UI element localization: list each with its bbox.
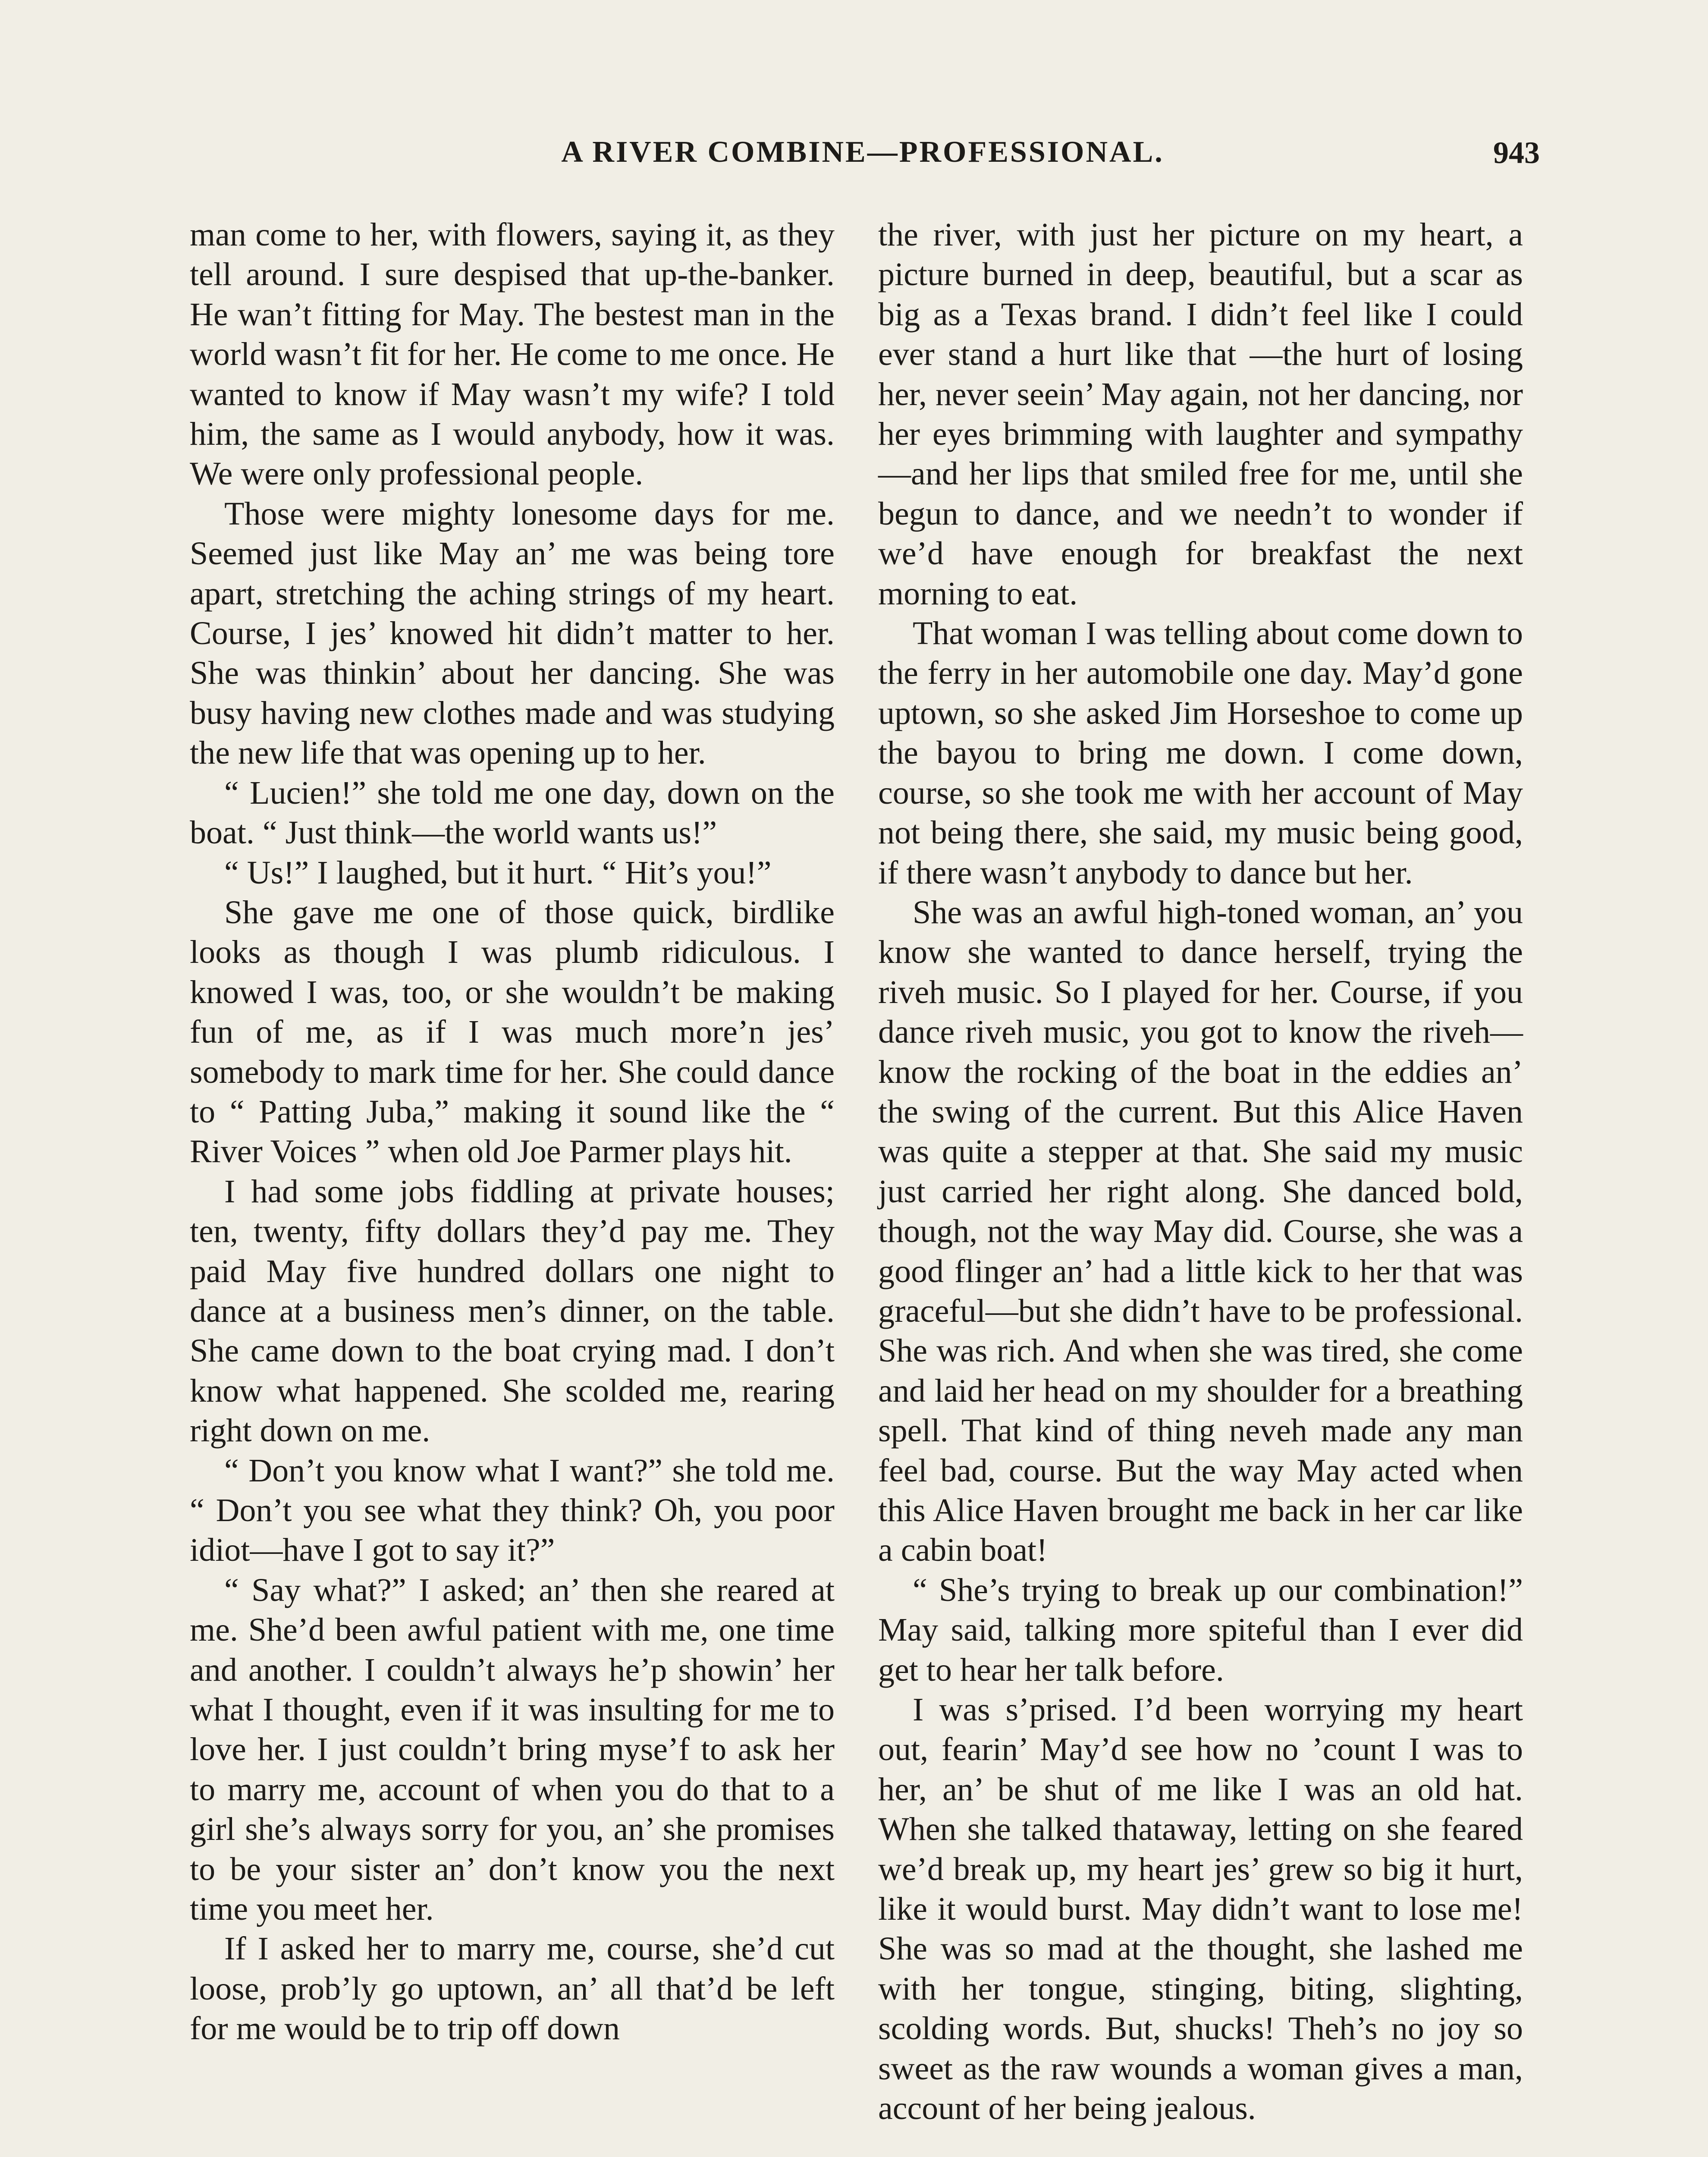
paragraph: the river, with just her picture on my heart, a picture burned in deep, beautiful, but a scar as big as a Texas brand. I didn’t feel like I could ever stand a hurt like that —the hurt of losing her, never seein’ May again, not her dancing, nor her eyes brimming with laughter and sympathy—and her lips that smiled free for me, until she begun to dance, and we needn’t to wonder if we’d have enough for breakfast the next morning to eat. xyxy=(878,217,1523,612)
paragraph: man come to her, with flowers, saying it, as they tell around. I sure despised that up-the-banker. He wan’t fitting for May. The bestest man in the world wasn’t fit for her. He come to me once. He wanted to know if May wasn’t my wife? I told him, the same as I would anybody, how it was. We were only professional people. xyxy=(190,217,835,492)
paragraph: That woman I was telling about come down to the ferry in her automobile one day. May’d gone uptown, so she asked Jim Horseshoe to come up the bayou to bring me down. I come down, course, so she took me with her account of May not being there, she said, my music being good, if there wasn’t anybody to dance but her. xyxy=(878,615,1523,891)
paragraph: I was s’prised. I’d been worrying my heart out, fearin’ May’d see how no ’count I was to her, an’ be shut of me like I was an old hat. When she talked thataway, letting on she feared we’d break up, my heart jes’ grew so big it hurt, like it would burst. May didn’t want to lose me! She was so mad at the thought, she lashed me with her tongue, stinging, biting, slighting, scolding words. But, shucks! Theh’s no joy so sweet as the raw wounds a woman gives a man, account of her being jealous. xyxy=(878,1692,1523,2127)
left-column xyxy=(190,215,835,2049)
right-column xyxy=(878,215,1523,2129)
paragraph: She gave me one of those quick, birdlike looks as though I was plumb ridiculous. I knowed I was, too, or she wouldn’t be making fun of me, as if I was much more’n jes’ somebody to mark time for her. She could dance to “ Patting Juba,” making it sound like the “ River Voices ” when old Joe Parmer plays hit. xyxy=(190,894,835,1170)
paragraph: If I asked her to marry me, course, she’d cut loose, prob’ly go uptown, an’ all that’d be left for me would be to trip off down xyxy=(190,1931,835,2047)
paragraph: She was an awful high-toned woman, an’ you know she wanted to dance herself, trying the riveh music. So I played for her. Course, if you dance riveh music, you got to know the riveh—know the rocking of the boat in the eddies an’ the swing of the current. But this Alice Haven was quite a stepper at that. She said my music just carried her right along. She danced bold, though, not the way May did. Course, she was a good flinger an’ had a little kick to her that was graceful—but she didn’t have to be professional. She was rich. And when she was tired, she come and laid her head on my shoulder for a breathing spell. That kind of thing neveh made any man feel bad, course. But the way May acted when this Alice Haven brought me back in her car like a cabin boat! xyxy=(878,894,1523,1569)
paragraph: Those were mighty lonesome days for me. Seemed just like May an’ me was being tore apart, stretching the aching strings of my heart. Course, I jes’ knowed hit didn’t matter to her. She was thinkin’ about her dancing. She was busy having new clothes made and was studying the new life that was opening up to her. xyxy=(190,495,835,771)
paragraph: “ Us!” I laughed, but it hurt. “ Hit’s you!” xyxy=(224,854,772,891)
page-number: 943 xyxy=(1493,135,1540,170)
paragraph: “ Say what?” I asked; an’ then she reared at me. She’d been awful patient with me, one time and another. I couldn’t always he’p showin’ her what I thought, even if it was insulting for me to love her. I just couldn’t bring myse’f to ask her to marry me, account of when you do that to a girl she’s always sorry for you, an’ she promises to be your sister an’ don’t know you the next time you meet her. xyxy=(190,1572,835,1927)
paragraph: “ Lucien!” she told me one day, down on the boat. “ Just think—the world wants us!” xyxy=(190,774,835,851)
paragraph: “ Don’t you know what I want?” she told me. “ Don’t you see what they think? Oh, you poor idiot—have I got to say it?” xyxy=(190,1452,835,1569)
paragraph: “ She’s trying to break up our combination!” May said, talking more spiteful than I ever did get to hear her talk before. xyxy=(878,1572,1523,1688)
running-title: A RIVER COMBINE—PROFESSIONAL. xyxy=(561,135,1164,169)
paragraph: I had some jobs fiddling at private houses; ten, twenty, fifty dollars they’d pay me. They paid May five hundred dollars one night to dance at a business men’s dinner, on the table. She came down to the boat crying mad. I don’t know what happened. She scolded me, rearing right down on me. xyxy=(190,1173,835,1449)
